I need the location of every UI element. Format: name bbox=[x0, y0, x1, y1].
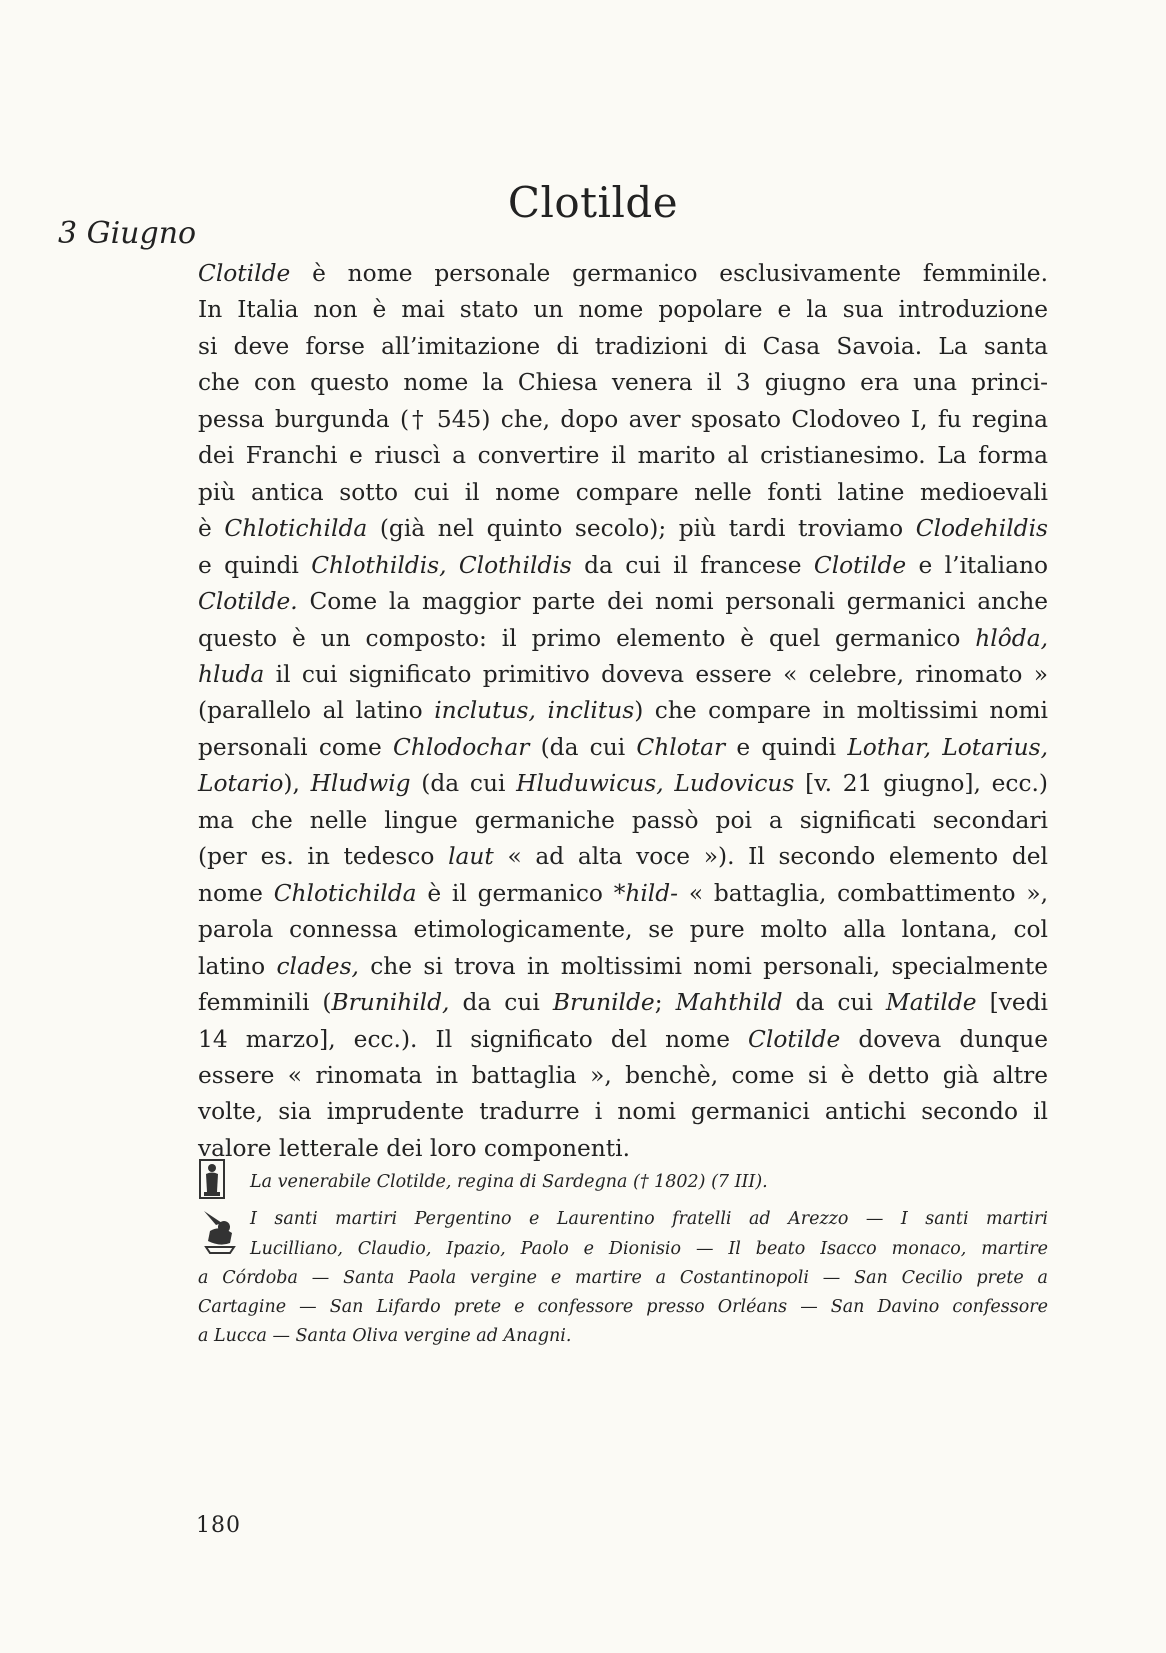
text-line: questo è un composto: il primo elemento è quel germanico hlôda, bbox=[198, 624, 1048, 652]
martyrs-line: I santi martiri Pergentino e Laurentino fratelli ad Arezzo — I santi martiri bbox=[250, 1209, 1048, 1230]
text-line: In Italia non è mai stato un nome popolare e la sua introduzione bbox=[198, 296, 1048, 324]
text-line: che con questo nome la Chiesa venera il 3 giugno era una princi- bbox=[198, 369, 1048, 397]
martyrs-line: Cartagine — San Lifardo prete e confessore presso Orléans — San Davino confessore bbox=[198, 1297, 1048, 1318]
martyrs-note bbox=[198, 1205, 1048, 1351]
text-line: Clotilde è nome personale germanico esclusivamente femminile. bbox=[198, 260, 1048, 287]
venerable-text: La venerabile Clotilde, regina di Sardegna († 1802) (7 III). bbox=[250, 1172, 768, 1192]
martyrs-line: Lucilliano, Claudio, Ipazio, Paolo e Dionisio — Il beato Isacco monaco, martire bbox=[250, 1238, 1048, 1259]
text-line: parola connessa etimologicamente, se pure molto alla lontana, col bbox=[198, 916, 1048, 944]
text-line: e quindi Chlothildis, Clothildis da cui il francese Clotilde e l’italiano bbox=[198, 551, 1048, 579]
text-line: dei Franchi e riuscì a convertire il marito al cristianesimo. La forma bbox=[198, 442, 1048, 470]
text-line: si deve forse all’imitazione di tradizioni di Casa Savoia. La santa bbox=[198, 332, 1048, 360]
text-line: nome Chlotichilda è il germanico *hild- « battaglia, combattimento », bbox=[198, 879, 1048, 907]
page-title: Clotilde bbox=[507, 178, 679, 227]
text-line: femminili (Brunihild, da cui Brunilde; Mahthild da cui Matilde [vedi bbox=[198, 989, 1049, 1017]
saint-statue-icon bbox=[198, 1158, 226, 1200]
text-line: più antica sotto cui il nome compare nelle fonti latine medioevali bbox=[198, 478, 1048, 506]
text-line: valore letterale dei loro componenti. bbox=[198, 1134, 630, 1162]
text-line: hluda il cui significato primitivo doveva essere « celebre, rinomato » bbox=[198, 660, 1048, 688]
feast-date: 3 Giugno bbox=[58, 216, 197, 251]
text-line: (per es. in tedesco laut « ad alta voce »). Il secondo elemento del bbox=[198, 843, 1048, 871]
body-text bbox=[198, 256, 1048, 1167]
text-line: è Chlotichilda (già nel quinto secolo); più tardi troviamo Clodehildis bbox=[198, 515, 1048, 543]
page-number: 180 bbox=[196, 1513, 241, 1538]
text-line: essere « rinomata in battaglia », benchè, come si è detto già altre bbox=[198, 1061, 1048, 1089]
text-line: Lotario), Hludwig (da cui Hluduwicus, Ludovicus [v. 21 giugno], ecc.) bbox=[198, 770, 1048, 798]
text-line: latino clades, che si trova in moltissimi nomi personali, specialmente bbox=[198, 952, 1048, 980]
text-line: 14 marzo], ecc.). Il significato del nome Clotilde doveva dunque bbox=[198, 1025, 1048, 1053]
text-line: volte, sia imprudente tradurre i nomi germanici antichi secondo il bbox=[198, 1098, 1048, 1126]
text-line: personali come Chlodochar (da cui Chlotar e quindi Lothar, Lotarius, bbox=[198, 733, 1048, 761]
martyrs-line: a Córdoba — Santa Paola vergine e martire a Costantinopoli — San Cecilio prete a bbox=[198, 1267, 1048, 1288]
text-line: Clotilde. Come la maggior parte dei nomi personali germanici anche bbox=[198, 588, 1048, 616]
commemorations bbox=[198, 1168, 1048, 1352]
text-line: ma che nelle lingue germaniche passò poi a significati secondari bbox=[198, 806, 1048, 834]
venerable-note bbox=[198, 1168, 1048, 1197]
text-line: pessa burgunda († 545) che, dopo aver sposato Clodoveo I, fu regina bbox=[198, 405, 1048, 433]
text-line: (parallelo al latino inclutus, inclitus) che compare in moltissimi nomi bbox=[198, 697, 1048, 725]
martyrs-line: a Lucca — Santa Oliva vergine ad Anagni. bbox=[198, 1326, 572, 1347]
eagle-icon bbox=[200, 1207, 238, 1255]
